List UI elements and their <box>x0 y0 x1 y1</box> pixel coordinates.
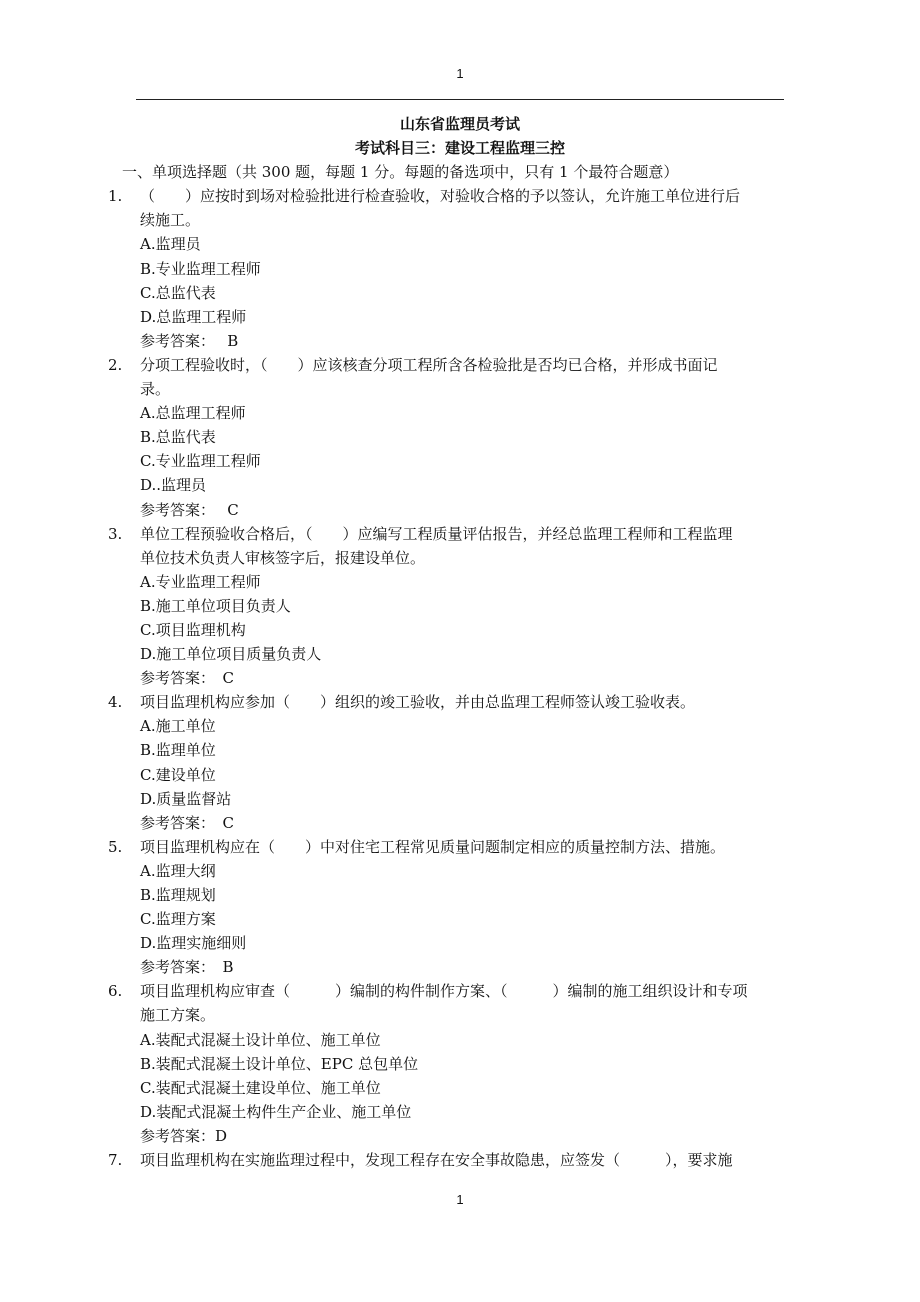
reference-answer: 参考答案： C <box>140 669 234 688</box>
question-stem-line <box>0 377 920 401</box>
answer-option: D.施工单位项目质量负责人 <box>140 645 322 664</box>
question-number: 1. <box>108 187 123 206</box>
question-item <box>0 353 920 522</box>
question-stem-text: 项目监理机构应参加（ ）组织的竣工验收，并由总监理工程师签认竣工验收表。 <box>140 693 696 712</box>
document-title: 山东省监理员考试 <box>399 115 520 133</box>
question-stem-line <box>0 208 920 232</box>
question-number: 2. <box>108 355 123 374</box>
answer-option: B.监理单位 <box>140 741 216 760</box>
question-item <box>0 522 920 691</box>
question-stem-line <box>0 353 920 377</box>
answer-option: D.监理实施细则 <box>140 934 247 953</box>
document-subtitle: 考试科目三：建设工程监理三控 <box>354 139 565 158</box>
question-number: 5. <box>108 837 123 856</box>
footer-page-number: 1 <box>456 1192 464 1207</box>
answer-option: D..监理员 <box>140 476 207 495</box>
question-stem-text: 项目监理机构应在（ ）中对住宅工程常见质量问题制定相应的质量控制方法、措施。 <box>140 837 726 856</box>
question-item <box>0 1148 920 1172</box>
answer-option: B.装配式混凝土设计单位、EPC 总包单位 <box>140 1054 419 1073</box>
reference-answer: 参考答案：D <box>140 1126 228 1145</box>
question-number: 7. <box>108 1151 123 1170</box>
answer-option: C.装配式混凝土建设单位、施工单位 <box>140 1078 381 1097</box>
question-stem-text: （ ）应按时到场对检验批进行检查验收，对验收合格的予以签认，允许施工单位进行后 <box>140 187 741 206</box>
reference-answer: 参考答案： C <box>140 813 234 832</box>
header-rule <box>136 99 784 100</box>
section-heading: 一、单项选择题（共 300 题，每题 1 分。每题的备选项中，只有 1 个最符合题意） <box>122 163 679 182</box>
question-item <box>0 835 920 980</box>
answer-option: B.专业监理工程师 <box>140 259 261 278</box>
answer-option: C.建设单位 <box>140 765 216 784</box>
question-stem-text: 单位技术负责人审核签字后，报建设单位。 <box>140 548 426 567</box>
question-stem-line <box>0 1003 920 1027</box>
question-item <box>0 690 920 835</box>
question-stem-line <box>0 690 920 714</box>
answer-option: A.总监理工程师 <box>140 404 246 423</box>
question-number: 4. <box>108 693 123 712</box>
answer-option: C.项目监理机构 <box>140 620 246 639</box>
question-stem-line <box>0 835 920 859</box>
question-stem-line <box>0 979 920 1003</box>
question-stem-text: 续施工。 <box>140 211 201 230</box>
question-number: 6. <box>108 982 123 1001</box>
question-stem-text: 录。 <box>140 380 171 399</box>
answer-option: D.总监理工程师 <box>140 307 247 326</box>
reference-answer: 参考答案： B <box>140 958 234 977</box>
question-item <box>0 979 920 1148</box>
question-list <box>0 184 920 1172</box>
question-stem-text: 项目监理机构在实施监理过程中，发现工程存在安全事故隐患，应签发（ ），要求施 <box>140 1151 733 1170</box>
question-stem-text: 分项工程验收时，（ ）应该核查分项工程所含各检验批是否均已合格，并形成书面记 <box>140 355 718 374</box>
answer-option: B.施工单位项目负责人 <box>140 596 291 615</box>
reference-answer: 参考答案： B <box>140 331 239 350</box>
answer-option: D.装配式混凝土构件生产企业、施工单位 <box>140 1102 412 1121</box>
question-stem-line <box>0 1148 920 1172</box>
question-stem-line <box>0 546 920 570</box>
reference-answer: 参考答案： C <box>140 500 239 519</box>
answer-option: B.总监代表 <box>140 428 216 447</box>
answer-option: A.监理员 <box>140 235 201 254</box>
question-item <box>0 184 920 353</box>
answer-option: C.监理方案 <box>140 910 216 929</box>
question-stem-text: 单位工程预验收合格后，（ ）应编写工程质量评估报告，并经总监理工程师和工程监理 <box>140 524 733 543</box>
question-stem-line <box>0 522 920 546</box>
question-stem-text: 项目监理机构应审查（ ）编制的构件制作方案、（ ）编制的施工组织设计和专项 <box>140 982 748 1001</box>
answer-option: A.专业监理工程师 <box>140 572 261 591</box>
answer-option: A.监理大纲 <box>140 861 216 880</box>
answer-option: C.专业监理工程师 <box>140 452 261 471</box>
answer-option: A.施工单位 <box>140 717 216 736</box>
question-number: 3. <box>108 524 123 543</box>
header-page-number: 1 <box>456 66 464 81</box>
answer-option: D.质量监督站 <box>140 789 232 808</box>
answer-option: C.总监代表 <box>140 283 216 302</box>
document-body <box>0 112 920 1172</box>
answer-option: A.装配式混凝土设计单位、施工单位 <box>140 1030 381 1049</box>
question-stem-text: 施工方案。 <box>140 1006 216 1025</box>
question-stem-line <box>0 184 920 208</box>
answer-option: B.监理规划 <box>140 886 216 904</box>
